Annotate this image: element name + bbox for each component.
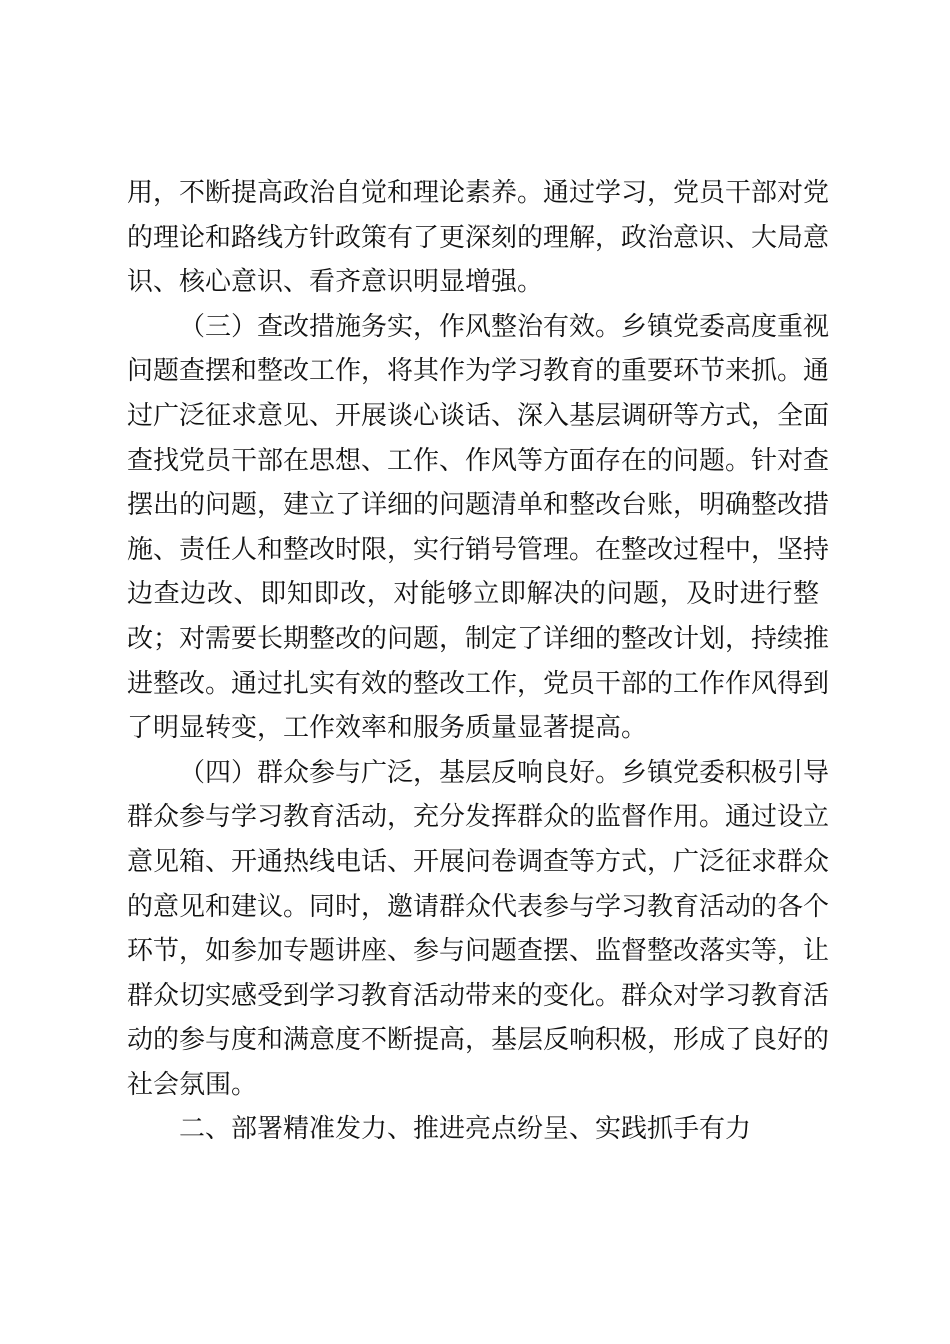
- text-line: 查找党员干部在思想、工作、作风等方面存在的问题。针对查: [127, 445, 830, 476]
- text-line: 的意见和建议。同时，邀请群众代表参与学习教育活动的各个: [127, 891, 830, 922]
- text-line: 了明显转变，工作效率和服务质量显著提高。: [127, 713, 648, 744]
- text-line: 群众切实感受到学习教育活动带来的变化。群众对学习教育活: [127, 980, 830, 1011]
- text-line: 用，不断提高政治自觉和理论素养。通过学习，党员干部对党: [127, 178, 830, 208]
- text-line: 群众参与学习教育活动，充分发挥群众的监督作用。通过设立: [127, 802, 830, 833]
- text-line: 摆出的问题，建立了详细的问题清单和整改台账，明确整改措: [127, 490, 830, 521]
- text-line: 意见箱、开通热线电话、开展问卷调查等方式，广泛征求群众: [127, 846, 830, 877]
- paragraph-heading-four: （四）群众参与广泛，基层反响良好。乡镇党委积极引导: [179, 757, 830, 788]
- text-line: 识、核心意识、看齐意识明显增强。: [127, 267, 544, 298]
- text-line: 改；对需要长期整改的问题，制定了详细的整改计划，持续推: [127, 623, 830, 654]
- text-line: 社会氛围。: [127, 1069, 258, 1100]
- text-line: 边查边改、即知即改，对能够立即解决的问题，及时进行整: [127, 579, 819, 610]
- text-line: 动的参与度和满意度不断提高，基层反响积极，形成了良好的: [127, 1025, 830, 1056]
- text-line: 过广泛征求意见、开展谈心谈话、深入基层调研等方式，全面: [127, 400, 830, 431]
- section-heading: 二、部署精准发力、推进亮点纷呈、实践抓手有力: [179, 1114, 752, 1145]
- text-line: 进整改。通过扎实有效的整改工作，党员干部的工作作风得到: [127, 668, 830, 699]
- text-line: 问题查摆和整改工作，将其作为学习教育的重要环节来抓。通: [127, 356, 830, 387]
- text-line: 环节，如参加专题讲座、参与问题查摆、监督整改落实等，让: [127, 936, 830, 967]
- text-line: 施、责任人和整改时限，实行销号管理。在整改过程中，坚持: [127, 534, 830, 565]
- paragraph-heading-three: （三）查改措施务实，作风整治有效。乡镇党委高度重视: [179, 311, 830, 342]
- document-body: [127, 171, 830, 1152]
- text-line: 的理论和路线方针政策有了更深刻的理解，政治意识、大局意: [127, 222, 830, 253]
